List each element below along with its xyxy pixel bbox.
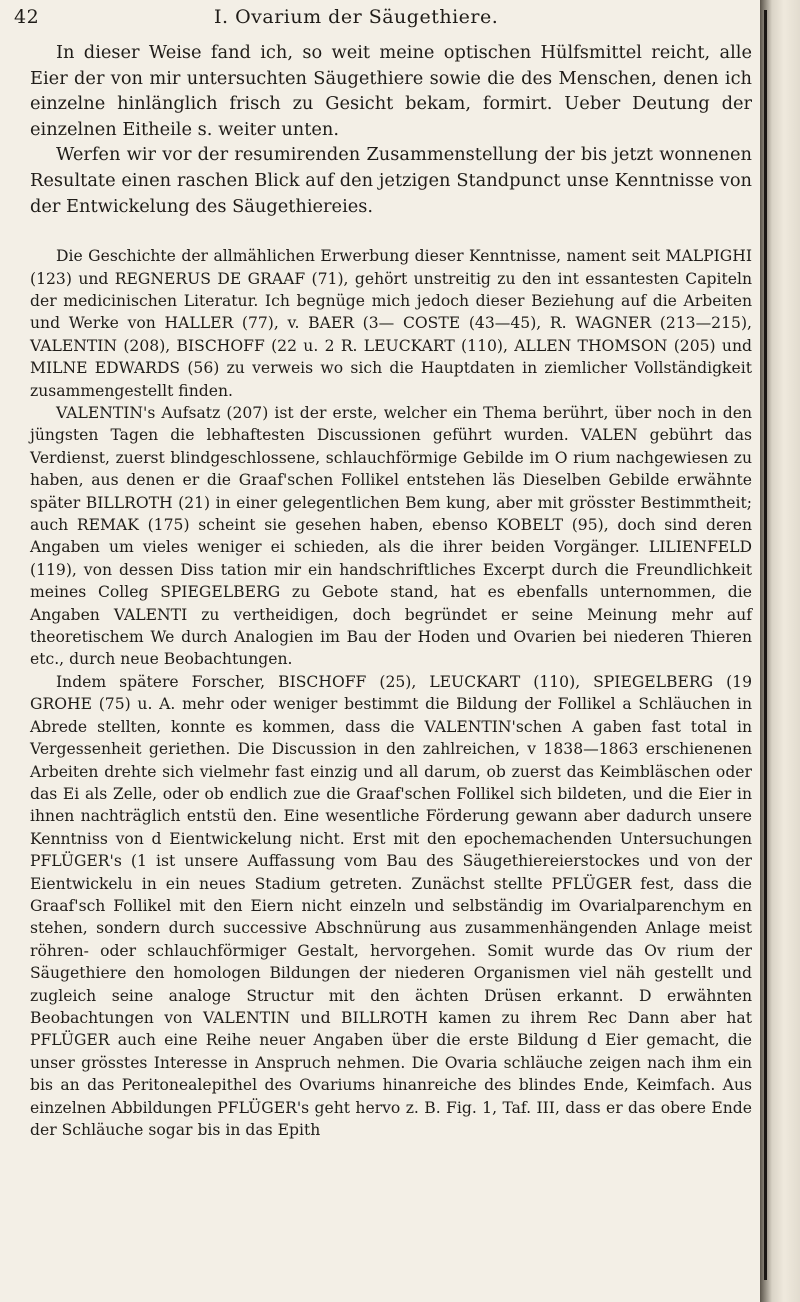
book-gutter — [760, 0, 800, 1302]
literature-review-block — [30, 245, 752, 1141]
paragraph-pflueger: Indem spätere Forscher, BISCHOFF (25), LEUCKART (110), SPIEGELBERG (19 GROHE (75) u. A. mehr oder weniger bestimmt die Bildung der Follikel a Schläuchen in Abrede stellten, konnte es kommen, dass die VALENTIN'schen A gaben fast total in Vergessenheit geriethen. Die Discussion in den zahlreichen, v 1838—1863 erschienenen Arbeiten drehte sich vielmehr fast einzig und all darum, ob zuerst das Keimbläschen oder das Ei als Zelle, oder ob endlich zue die Graaf'schen Follikel sich bildeten, und die Eier in ihnen nachträglich entstü den. Eine wesentliche Förderung gewann aber dadurch unsere Kenntniss von d Eientwickelung nicht. Erst mit den epochemachenden Untersuchungen PFLÜGER's (1 ist unsere Auffassung vom Bau des Säugethiereierstockes und von der Eientwickelu in ein neues Stadium getreten. Zunächst stellte PFLÜGER fest, dass die Graaf'sch Follikel mit den Eiern nicht einzeln und selbständig im Ovarialparenchym en stehen, sondern durch successive Abschnürung aus zusammenhängenden Anlage meist röhren- oder schlauchförmiger Gestalt, hervorgehen. Somit wurde das Ov rium der Säugethiere den homologen Bildungen der niederen Organismen viel näh gestellt und zugleich seine analoge Structur mit den ächten Drüsen erkannt. D erwähnten Beobachtungen von VALENTIN und BILLROTH kamen zu ihrem Rec Dann aber hat PFLÜGER auch eine Reihe neuer Angaben über die erste Bildung d Eier gemacht, die unser grösstes Interesse in Anspruch nehmen. Die Ovaria schläuche zeigen nach ihm ein bis an das Peritonealepithel des Ovariums hinanreiche des blindes Ende, Keimfach. Aus einzelnen Abbildungen PFLÜGER's geht hervo z. B. Fig. 1, Taf. III, dass er das obere Ende der Schläuche sogar bis in das Epith — [30, 672, 752, 1139]
paragraph-valentin: VALENTIN's Aufsatz (207) ist der erste, welcher ein Thema berührt, über noch in den jüngsten Tagen die lebhaftesten Discussionen geführt wurden. VALEN gebührt das Verdienst, zuerst blindgeschlossene, schlauchförmige Gebilde im O rium nachgewiesen zu haben, aus denen er die Graaf'schen Follikel entstehen läs Dieselben Gebilde erwähnte später BILLROTH (21) in einer gelegentlichen Bem kung, aber mit grösster Bestimmtheit; auch REMAK (175) scheint sie gesehen haben, ebenso KOBELT (95), doch sind deren Angaben um vieles weniger ei schieden, als die ihrer beiden Vorgänger. LILIENFELD (119), von dessen Diss tation mir ein handschriftliches Excerpt durch die Freundlichkeit meines Colleg SPIEGELBERG zu Gebote stand, hat es ebenfalls unternommen, die Angaben VALENTI zu vertheidigen, doch begründet er seine Meinung mehr auf theoretischem We durch Analogien im Bau der Hoden und Ovarien bei niederen Thieren etc., durch neue Beobachtungen. — [30, 404, 752, 669]
paragraph-eier-formirt: In dieser Weise fand ich, so weit meine optischen Hülfsmittel reicht, alle Eier der von mir untersuchten Säugethiere sowie die des Menschen, denen ich einzelne hinlänglich frisch zu Gesicht bekam, formirt. Ueber Deutung der einzelnen Eitheile s. weiter unten. — [30, 42, 752, 140]
running-title: I. Ovarium der Säugethiere. — [214, 6, 499, 28]
paragraph-ueberblick: Werfen wir vor der resumirenden Zusammenstellung der bis jetzt wonnenen Resultate einen raschen Blick auf den jetzigen Standpunct unse Kenntnisse von der Entwickelung des Säugethiereies. — [30, 144, 752, 217]
page-header — [14, 6, 754, 32]
gutter-shadow — [764, 10, 767, 1280]
paragraph-geschichte: Die Geschichte der allmählichen Erwerbung dieser Kenntnisse, nament seit MALPIGHI (123) und REGNERUS DE GRAAF (71), gehört unstreitig zu den int essantesten Capiteln der medicinischen Literatur. Ich begnüge mich jedoch dieser Beziehung auf die Arbeiten und Werke von HALLER (77), v. BAER (3— COSTE (43—45), R. WAGNER (213—215), VALENTIN (208), BISCHOFF (22 u. 2 R. LEUCKART (110), ALLEN THOMSON (205) und MILNE EDWARDS (56) zu verweis wo sich die Hauptdaten in ziemlicher Vollständigkeit zusammengestellt finden. — [30, 247, 752, 400]
body-text — [30, 40, 752, 1141]
page-number: 42 — [14, 6, 40, 28]
